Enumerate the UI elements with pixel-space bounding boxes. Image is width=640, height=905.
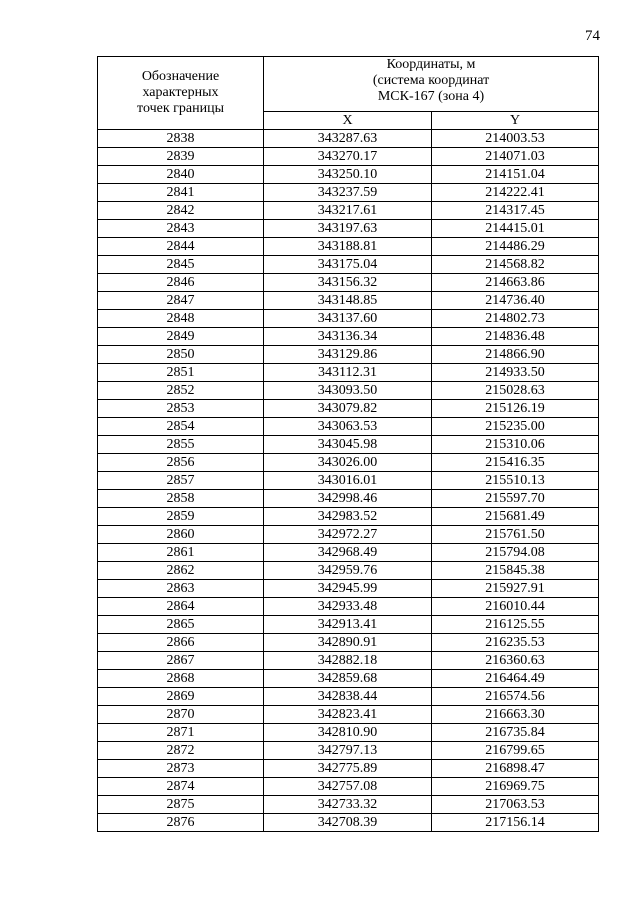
table-row	[98, 598, 599, 616]
x-coordinate-cell: 343237.59	[264, 184, 432, 202]
point-id-cell: 2839	[98, 148, 264, 166]
y-coordinate-cell: 215028.63	[432, 382, 599, 400]
table-row	[98, 256, 599, 274]
table-row	[98, 814, 599, 832]
x-coordinate-cell: 342882.18	[264, 652, 432, 670]
y-coordinate-cell: 214415.01	[432, 220, 599, 238]
y-coordinate-cell: 217156.14	[432, 814, 599, 832]
point-id-cell: 2851	[98, 364, 264, 382]
y-coordinate-cell: 215681.49	[432, 508, 599, 526]
x-coordinate-cell: 343148.85	[264, 292, 432, 310]
y-coordinate-cell: 216235.53	[432, 634, 599, 652]
x-coordinate-cell: 342913.41	[264, 616, 432, 634]
y-coordinate-cell: 215794.08	[432, 544, 599, 562]
point-id-cell: 2872	[98, 742, 264, 760]
point-id-cell: 2876	[98, 814, 264, 832]
point-id-cell: 2857	[98, 472, 264, 490]
table-row	[98, 634, 599, 652]
coords-header-line: (система координат	[372, 73, 490, 88]
table-row	[98, 328, 599, 346]
table-row	[98, 382, 599, 400]
y-coordinate-cell: 214933.50	[432, 364, 599, 382]
point-id-cell: 2854	[98, 418, 264, 436]
y-coordinate-cell: 214802.73	[432, 310, 599, 328]
point-id-cell: 2861	[98, 544, 264, 562]
table-row	[98, 472, 599, 490]
table-row	[98, 652, 599, 670]
point-id-cell: 2855	[98, 436, 264, 454]
coords-header-line: МСК-167 (зона 4)	[377, 89, 485, 104]
table-row	[98, 346, 599, 364]
y-coordinate-cell: 214222.41	[432, 184, 599, 202]
point-id-cell: 2841	[98, 184, 264, 202]
y-coordinate-cell: 215416.35	[432, 454, 599, 472]
point-id-cell: 2840	[98, 166, 264, 184]
x-coordinate-cell: 343217.61	[264, 202, 432, 220]
x-coordinate-cell: 342810.90	[264, 724, 432, 742]
point-id-cell: 2863	[98, 580, 264, 598]
y-coordinate-cell: 215597.70	[432, 490, 599, 508]
point-id-cell: 2867	[98, 652, 264, 670]
point-id-cell: 2850	[98, 346, 264, 364]
table-row	[98, 670, 599, 688]
point-id-cell: 2858	[98, 490, 264, 508]
x-coordinate-cell: 342998.46	[264, 490, 432, 508]
point-header-line: Обозначение	[141, 69, 220, 84]
table-row	[98, 274, 599, 292]
y-coordinate-cell: 215310.06	[432, 436, 599, 454]
x-coordinate-cell: 342890.91	[264, 634, 432, 652]
table-row	[98, 310, 599, 328]
x-coordinate-cell: 343287.63	[264, 130, 432, 148]
x-coordinate-cell: 343137.60	[264, 310, 432, 328]
y-coordinate-cell: 216010.44	[432, 598, 599, 616]
point-id-cell: 2847	[98, 292, 264, 310]
y-coordinate-cell: 216799.65	[432, 742, 599, 760]
point-id-cell: 2862	[98, 562, 264, 580]
y-coordinate-cell: 214568.82	[432, 256, 599, 274]
point-id-cell: 2852	[98, 382, 264, 400]
x-coordinate-cell: 342757.08	[264, 778, 432, 796]
point-id-cell: 2842	[98, 202, 264, 220]
y-coordinate-cell: 216735.84	[432, 724, 599, 742]
x-coordinate-cell: 343136.34	[264, 328, 432, 346]
y-coordinate-cell: 216663.30	[432, 706, 599, 724]
y-coordinate-cell: 214663.86	[432, 274, 599, 292]
y-coordinate-cell: 214317.45	[432, 202, 599, 220]
x-coordinate-cell: 342775.89	[264, 760, 432, 778]
table-row	[98, 436, 599, 454]
point-id-cell: 2871	[98, 724, 264, 742]
coordinates-header	[264, 57, 599, 112]
point-id-cell: 2853	[98, 400, 264, 418]
y-coordinate-cell: 216898.47	[432, 760, 599, 778]
x-coordinate-cell: 342733.32	[264, 796, 432, 814]
x-coordinate-cell: 343250.10	[264, 166, 432, 184]
x-coordinate-cell: 342972.27	[264, 526, 432, 544]
x-coordinate-cell: 343112.31	[264, 364, 432, 382]
x-coordinate-cell: 343093.50	[264, 382, 432, 400]
table-row	[98, 130, 599, 148]
table-row	[98, 184, 599, 202]
table-header	[98, 57, 599, 130]
table-row	[98, 526, 599, 544]
table-row	[98, 418, 599, 436]
table-row	[98, 742, 599, 760]
table-row	[98, 778, 599, 796]
x-coordinate-cell: 343188.81	[264, 238, 432, 256]
x-coordinate-cell: 342823.41	[264, 706, 432, 724]
x-coordinate-cell: 342968.49	[264, 544, 432, 562]
point-id-cell: 2873	[98, 760, 264, 778]
point-id-cell: 2844	[98, 238, 264, 256]
point-id-cell: 2860	[98, 526, 264, 544]
point-header-line: характерных	[142, 85, 219, 100]
x-coordinate-cell: 342838.44	[264, 688, 432, 706]
x-coordinate-cell: 343175.04	[264, 256, 432, 274]
point-id-cell: 2859	[98, 508, 264, 526]
table-row	[98, 580, 599, 598]
y-column-header: Y	[432, 112, 599, 130]
x-coordinate-cell: 343129.86	[264, 346, 432, 364]
table-row	[98, 490, 599, 508]
x-coordinate-cell: 342945.99	[264, 580, 432, 598]
page-number: 74	[585, 28, 600, 44]
point-id-cell: 2864	[98, 598, 264, 616]
table-row	[98, 508, 599, 526]
x-coordinate-cell: 343026.00	[264, 454, 432, 472]
point-id-cell: 2870	[98, 706, 264, 724]
x-coordinate-cell: 343079.82	[264, 400, 432, 418]
point-id-cell: 2849	[98, 328, 264, 346]
table-row	[98, 400, 599, 418]
table-row	[98, 220, 599, 238]
point-id-cell: 2875	[98, 796, 264, 814]
table-row	[98, 292, 599, 310]
point-id-cell: 2856	[98, 454, 264, 472]
point-id-cell: 2866	[98, 634, 264, 652]
y-coordinate-cell: 214151.04	[432, 166, 599, 184]
point-header-line: точек границы	[137, 101, 224, 116]
y-coordinate-cell: 216125.55	[432, 616, 599, 634]
x-coordinate-cell: 343045.98	[264, 436, 432, 454]
coords-header-line: Координаты, м	[386, 57, 476, 72]
y-coordinate-cell: 215845.38	[432, 562, 599, 580]
point-id-cell: 2846	[98, 274, 264, 292]
y-coordinate-cell: 216464.49	[432, 670, 599, 688]
table-row	[98, 544, 599, 562]
table-row	[98, 202, 599, 220]
x-coordinate-cell: 343270.17	[264, 148, 432, 166]
table-body	[98, 130, 599, 832]
x-coordinate-cell: 343063.53	[264, 418, 432, 436]
point-id-cell: 2848	[98, 310, 264, 328]
table-row	[98, 166, 599, 184]
x-coordinate-cell: 342708.39	[264, 814, 432, 832]
table-row	[98, 454, 599, 472]
point-id-cell: 2865	[98, 616, 264, 634]
y-coordinate-cell: 215927.91	[432, 580, 599, 598]
y-coordinate-cell: 216969.75	[432, 778, 599, 796]
y-coordinate-cell: 216360.63	[432, 652, 599, 670]
point-id-cell: 2843	[98, 220, 264, 238]
table-row	[98, 148, 599, 166]
x-coordinate-cell: 343016.01	[264, 472, 432, 490]
y-coordinate-cell: 214866.90	[432, 346, 599, 364]
point-id-cell: 2838	[98, 130, 264, 148]
x-coordinate-cell: 342959.76	[264, 562, 432, 580]
x-coordinate-cell: 342797.13	[264, 742, 432, 760]
x-coordinate-cell: 342859.68	[264, 670, 432, 688]
y-coordinate-cell: 217063.53	[432, 796, 599, 814]
table-row	[98, 760, 599, 778]
table-row	[98, 796, 599, 814]
table-row	[98, 616, 599, 634]
point-id-cell: 2874	[98, 778, 264, 796]
y-coordinate-cell: 214736.40	[432, 292, 599, 310]
x-coordinate-cell: 342933.48	[264, 598, 432, 616]
x-coordinate-cell: 343197.63	[264, 220, 432, 238]
table-row	[98, 688, 599, 706]
y-coordinate-cell: 215126.19	[432, 400, 599, 418]
x-coordinate-cell: 342983.52	[264, 508, 432, 526]
y-coordinate-cell: 216574.56	[432, 688, 599, 706]
y-coordinate-cell: 215761.50	[432, 526, 599, 544]
x-coordinate-cell: 343156.32	[264, 274, 432, 292]
y-coordinate-cell: 214003.53	[432, 130, 599, 148]
table-row	[98, 562, 599, 580]
y-coordinate-cell: 215510.13	[432, 472, 599, 490]
point-id-cell: 2845	[98, 256, 264, 274]
coordinates-table	[97, 56, 599, 832]
y-coordinate-cell: 214486.29	[432, 238, 599, 256]
point-designation-header	[98, 57, 264, 130]
point-id-cell: 2868	[98, 670, 264, 688]
table-row	[98, 364, 599, 382]
y-coordinate-cell: 215235.00	[432, 418, 599, 436]
table-row	[98, 706, 599, 724]
y-coordinate-cell: 214836.48	[432, 328, 599, 346]
table-row	[98, 238, 599, 256]
x-column-header: X	[264, 112, 432, 130]
table-row	[98, 724, 599, 742]
point-id-cell: 2869	[98, 688, 264, 706]
y-coordinate-cell: 214071.03	[432, 148, 599, 166]
